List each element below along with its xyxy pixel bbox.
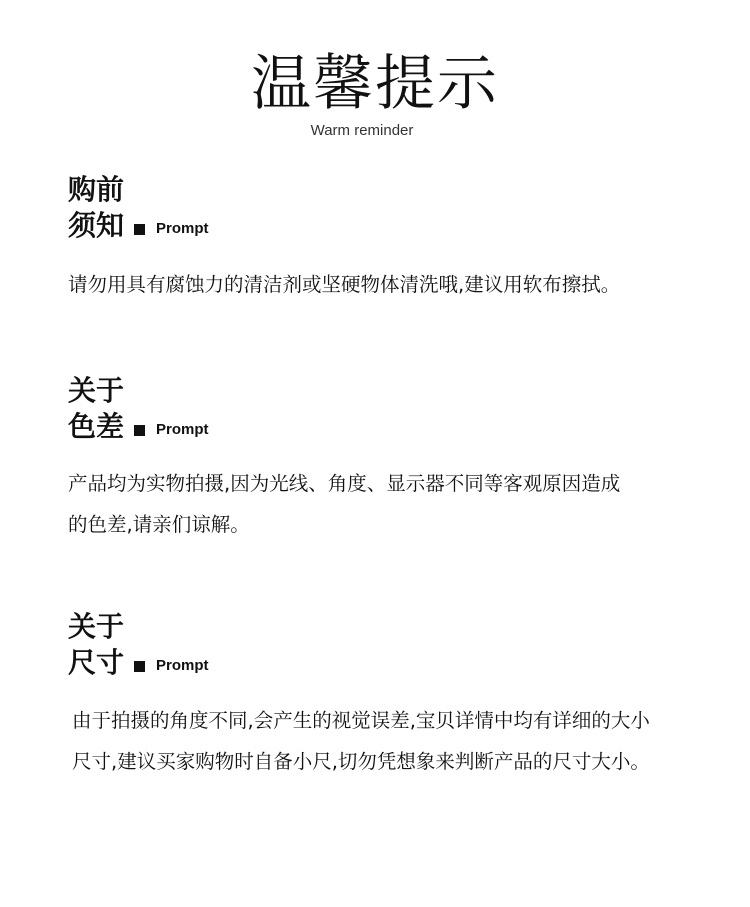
prompt-label: Prompt xyxy=(156,421,209,438)
section-heading-line2 xyxy=(68,409,728,445)
prompt-label: Prompt xyxy=(156,220,209,237)
prompt-tag xyxy=(134,421,209,439)
page-subtitle: Warm reminder xyxy=(310,122,414,139)
square-bullet-icon xyxy=(134,224,145,235)
section-color-difference xyxy=(68,373,728,545)
section-heading-line2 xyxy=(68,645,728,681)
prompt-tag xyxy=(134,657,209,675)
section-heading-line1: 关于 xyxy=(68,610,125,643)
section-heading-line1: 关于 xyxy=(68,374,125,407)
section-heading-line1: 购前 xyxy=(68,173,125,206)
section-size xyxy=(68,609,728,782)
prompt-label: Prompt xyxy=(156,657,209,674)
section-heading-text: 尺寸 xyxy=(68,646,125,679)
body-line: 的色差,请亲们谅解。 xyxy=(68,513,250,536)
body-line: 尺寸,建议买家购物时自备小尺,切勿凭想象来判断产品的尺寸大小。 xyxy=(72,750,650,773)
square-bullet-icon xyxy=(134,425,145,436)
section-body xyxy=(72,700,728,782)
section-before-purchase xyxy=(68,172,728,305)
section-body xyxy=(68,463,728,545)
section-heading-text: 色差 xyxy=(68,410,125,443)
section-heading-line2 xyxy=(68,208,728,244)
section-body xyxy=(68,264,728,305)
page-title: 温馨提示 xyxy=(251,49,499,119)
body-line: 产品均为实物拍摄,因为光线、角度、显示器不同等客观原因造成 xyxy=(68,472,621,495)
prompt-tag xyxy=(134,220,209,238)
body-line: 请勿用具有腐蚀力的清洁剂或坚硬物体清洗哦,建议用软布擦拭。 xyxy=(68,273,621,296)
square-bullet-icon xyxy=(134,661,145,672)
section-heading-text: 须知 xyxy=(68,209,125,242)
body-line: 由于拍摄的角度不同,会产生的视觉误差,宝贝详情中均有详细的大小 xyxy=(72,709,650,732)
